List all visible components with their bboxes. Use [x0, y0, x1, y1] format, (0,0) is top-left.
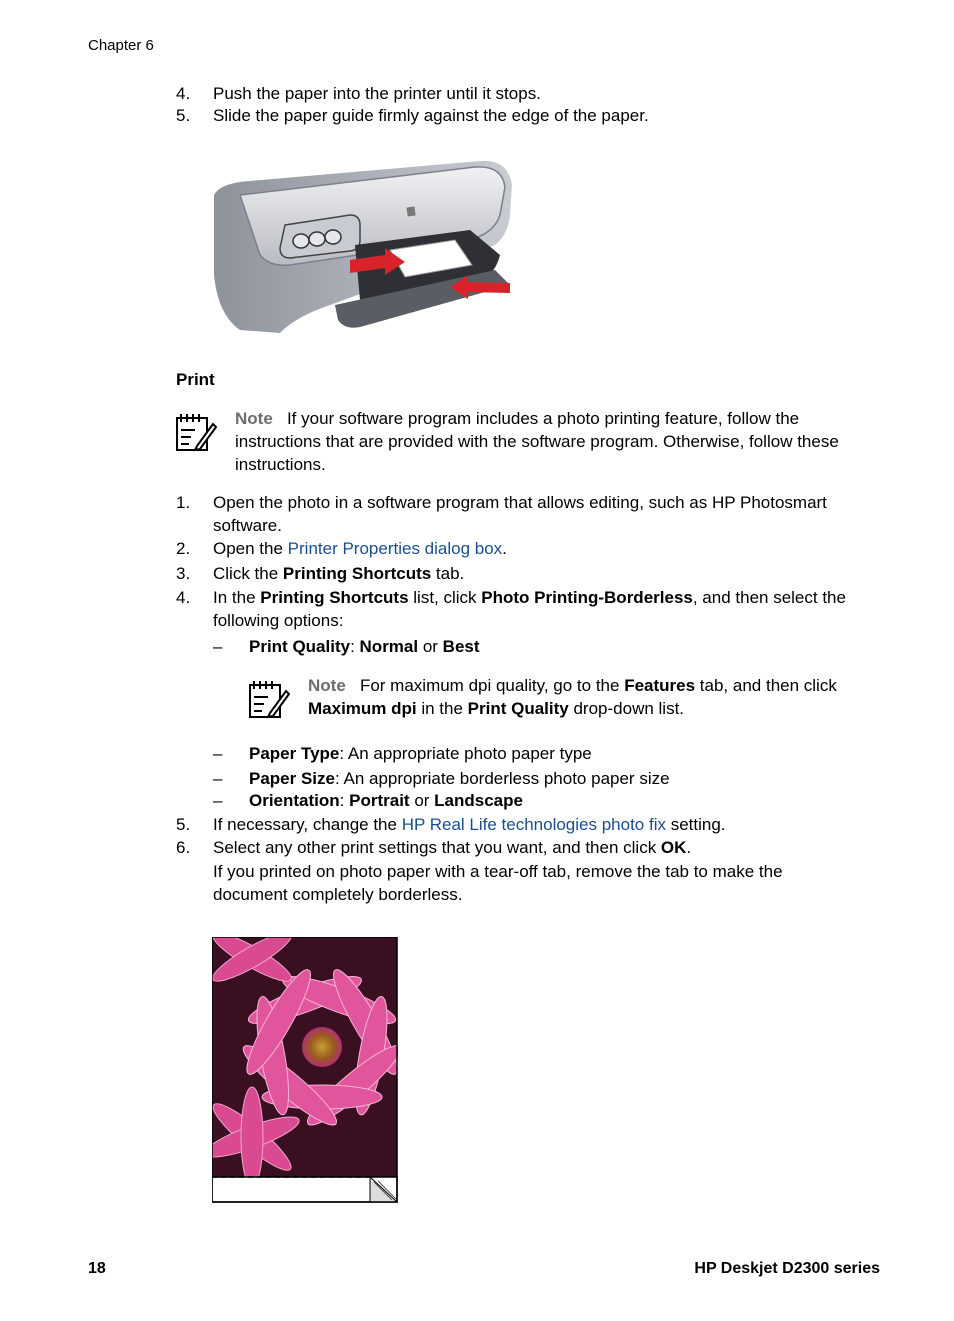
- note-label: Note: [308, 676, 346, 695]
- step-number: 3.: [176, 564, 191, 583]
- note-text: For maximum dpi quality, go to the: [359, 676, 625, 695]
- option-value: Portrait: [349, 791, 410, 810]
- step-text-part: list, click: [408, 588, 482, 607]
- step-bold: Printing Shortcuts: [260, 588, 409, 607]
- step-text-part: Open the: [213, 539, 288, 558]
- step-text: Open the photo in a software program that allows editing, such as HP Photosmart software.: [213, 493, 827, 535]
- step-text: [213, 586, 883, 632]
- step-text-part: setting.: [665, 815, 726, 834]
- note-text: drop-down list.: [568, 699, 685, 718]
- option-label: Orientation: [249, 791, 340, 810]
- note-bold: Maximum dpi: [308, 699, 417, 718]
- option-or: or: [418, 637, 443, 656]
- step-text-part: .: [502, 539, 507, 558]
- option-print-quality: [249, 635, 879, 658]
- step-number: 4.: [176, 588, 191, 607]
- option-label: Print Quality: [249, 637, 351, 656]
- step-bold: Printing Shortcuts: [282, 564, 432, 583]
- note-icon: [175, 410, 217, 452]
- note-bold: Features: [624, 676, 696, 695]
- step-text-part: If necessary, change the: [213, 815, 402, 834]
- step-bold: Photo Printing-Borderless: [481, 588, 693, 607]
- option-value: : An appropriate photo paper type: [339, 744, 592, 763]
- page-number: 18: [88, 1260, 106, 1277]
- option-paper-size: [249, 767, 879, 790]
- step-number: 4.: [176, 84, 191, 103]
- note-icon: [248, 677, 290, 719]
- option-paper-type: [249, 742, 879, 765]
- note-block: [235, 407, 885, 476]
- step-number: 1.: [176, 493, 191, 512]
- option-label: Paper Type: [249, 744, 340, 763]
- option-value: Best: [442, 637, 480, 656]
- note-bold: Print Quality: [467, 699, 569, 718]
- product-name: HP Deskjet D2300 series: [694, 1260, 880, 1277]
- step-text: Push the paper into the printer until it stops.: [213, 84, 541, 103]
- option-value: : An appropriate borderless photo paper size: [335, 769, 670, 788]
- step-text-part: Click the: [213, 564, 283, 583]
- chapter-header: Chapter 6: [88, 37, 154, 54]
- step-number: 5.: [176, 815, 191, 834]
- step-text: [213, 836, 883, 859]
- step-number: 6.: [176, 838, 191, 857]
- option-orientation: [249, 789, 879, 812]
- note-block: [308, 674, 868, 720]
- dash-bullet: –: [213, 744, 223, 763]
- photo-fix-link[interactable]: HP Real Life technologies photo fix: [401, 815, 666, 834]
- option-sep: :: [350, 637, 360, 656]
- step-text-part: .: [686, 838, 692, 857]
- note-text: in the: [416, 699, 468, 718]
- step-text-part: In the: [213, 588, 261, 607]
- printer-illustration: [210, 155, 515, 337]
- option-or: or: [409, 791, 435, 810]
- option-value: Landscape: [434, 791, 523, 810]
- step-text: [213, 537, 883, 560]
- note-text: tab, and then click: [695, 676, 837, 695]
- option-label: Paper Size: [249, 769, 335, 788]
- step-extra-text: If you printed on photo paper with a tear-off tab, remove the tab to make the document completely borderless.: [213, 862, 783, 904]
- option-value: Normal: [359, 637, 419, 656]
- step-text: [213, 813, 883, 836]
- note-label: Note: [235, 409, 273, 428]
- printer-properties-link[interactable]: Printer Properties dialog box: [287, 539, 503, 558]
- option-sep: :: [339, 791, 350, 810]
- step-bold: OK: [660, 838, 687, 857]
- step-text-part: Select any other print settings that you want, and then click: [213, 838, 661, 857]
- step-number: 5.: [176, 106, 191, 125]
- step-text-part: , and then select the following options:: [213, 588, 846, 630]
- step-number: 2.: [176, 539, 191, 558]
- step-text: Slide the paper guide firmly against the edge of the paper.: [213, 106, 649, 125]
- dash-bullet: –: [213, 791, 223, 810]
- section-title: Print: [176, 370, 215, 389]
- flower-photo-illustration: [212, 937, 398, 1203]
- dash-bullet: –: [213, 769, 223, 788]
- step-text-part: tab.: [431, 564, 465, 583]
- dash-bullet: –: [213, 637, 223, 656]
- step-text: [213, 562, 883, 585]
- note-text: If your software program includes a photo printing feature, follow the instructions that are provided with the software program. Otherwise, follow these instructions.: [235, 409, 839, 474]
